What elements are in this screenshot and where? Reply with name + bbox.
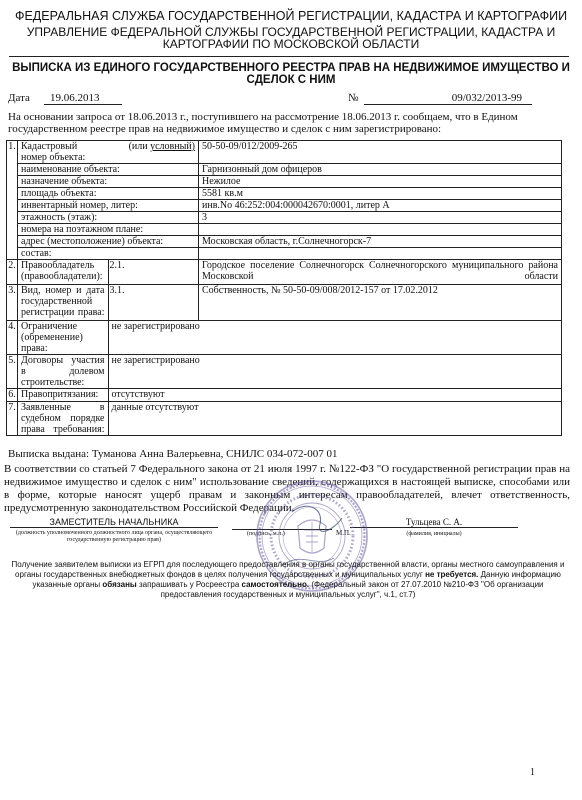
notice-text: Данную информацию указанные органы: [32, 570, 561, 589]
attr-label: этажность (этаж):: [18, 212, 199, 224]
number-label: №: [348, 92, 359, 104]
table-row: [7, 188, 562, 200]
law-notice: В соответствии со статьей 7 Федерального закона от 21 июля 1997 г. №122-ФЗ "О государственной регистрации прав на недвижимое имущество и сделок с ним" использование сведений, содержащихся в настоящей выписке, способами или в форме, которые наносят ущерб правам и законным интересам правообладателей, влечет ответственность, предусмотренную законодательством Российской Федерации.: [4, 463, 570, 514]
notice-bold: обязаны: [102, 580, 137, 589]
attr-label: наименование объекта:: [18, 164, 199, 176]
court-claims-value: данные отсутствуют: [108, 402, 562, 436]
table-row: [7, 164, 562, 176]
row-number: 6.: [8, 389, 16, 400]
encumbrance-value: не зарегистрировано: [108, 321, 562, 355]
table-row: [7, 260, 562, 285]
row-number: 5.: [7, 355, 18, 389]
owner-value: Городское поселение Солнечногорск Солнечногорского муниципального района Московской области: [199, 260, 562, 285]
row-number: 2.: [7, 260, 18, 285]
issued-to: Выписка выдана: Туманова Анна Валерьевна, СНИЛС 034-072-007 01: [8, 448, 338, 460]
attr-label: состав:: [18, 248, 199, 260]
table-row: [7, 285, 562, 321]
table-row: [7, 224, 562, 236]
attr-value: Московская область, г.Солнечногорск-7: [199, 236, 562, 248]
number-value: 09/032/2013-99: [364, 92, 532, 105]
notice-bold: не требуется.: [425, 570, 479, 579]
document-title: ВЫПИСКА ИЗ ЕДИНОГО ГОСУДАРСТВЕННОГО РЕЕСТРА ПРАВ НА НЕДВИЖИМОЕ ИМУЩЕСТВО И СДЕЛОК С НИМ: [12, 62, 570, 86]
row-number: 3.: [7, 285, 18, 321]
owner-label: Правообладатель (правообладатели):: [18, 260, 109, 285]
signer-position: ЗАМЕСТИТЕЛЬ НАЧАЛЬНИКА: [10, 517, 218, 528]
attr-value: инв.No 46:252:004:000042670:0001, литер А: [199, 200, 562, 212]
claims-label: Правопритязания:: [18, 389, 109, 402]
attr-label: назначение объекта:: [18, 176, 199, 188]
notice-text: запрашивать у Росреестра: [138, 580, 240, 589]
signer-name: Тульцева С. А.: [350, 517, 518, 528]
encumbrance-label: Ограничение (обременение) права:: [18, 321, 109, 355]
signer-position-caption: (должность уполномоченного должностного лица органа, осуществляющего государственную регистрацию прав): [15, 530, 213, 543]
page-number: 1: [530, 767, 535, 778]
label-part: (или условный): [128, 141, 195, 152]
notice-text: Получение заявителем выписки из ЕГРП для последующего предоставления в органы государственной власти, органы местного самоуправления и органы государственных внебюджетных фондов в целях получения государственных и муниципальных услуг: [11, 560, 565, 579]
table-row: [7, 141, 562, 164]
date-label: Дата: [8, 92, 30, 104]
registration-value: Собственность, № 50-50-09/008/2012-157 от 17.02.2012: [199, 285, 562, 321]
cadastral-number-label: [18, 141, 199, 164]
registration-label: Вид, номер и дата государственной регистрации права:: [18, 285, 109, 321]
attr-value: Гарнизонный дом офицеров: [199, 164, 562, 176]
registry-table: [6, 140, 562, 436]
shared-construction-label: Договоры участия в долевом строительстве:: [18, 355, 109, 389]
date-value: 19.06.2013: [44, 92, 122, 105]
header-divider: [9, 56, 569, 57]
agency-header: ФЕДЕРАЛЬНАЯ СЛУЖБА ГОСУДАРСТВЕННОЙ РЕГИСТРАЦИИ, КАДАСТРА И КАРТОГРАФИИ: [14, 9, 568, 23]
table-row: [7, 389, 562, 402]
egrp-notice: [8, 560, 568, 600]
attr-value: [199, 224, 562, 236]
attr-value: Нежилое: [199, 176, 562, 188]
shared-construction-value: не зарегистрировано: [108, 355, 562, 389]
notice-bold: самостоятельно.: [241, 580, 310, 589]
row-number: 4.: [7, 321, 18, 355]
row-number: 7.: [7, 402, 18, 436]
attr-label: площадь объекта:: [18, 188, 199, 200]
signature-caption: (подпись, м.п.): [247, 531, 285, 537]
notice-text: (Федеральный закон от 27.07.2010 №210-ФЗ "Об организации предоставления государственных и муниципальных услуг", ч.1, ст.7): [160, 580, 544, 599]
label-part: номер объекта:: [21, 152, 86, 163]
table-row: [7, 176, 562, 188]
sub-number: 2.1.: [108, 260, 199, 285]
sub-number: 3.1.: [108, 285, 199, 321]
signer-name-caption: (фамилия, инициалы): [406, 531, 462, 537]
cadastral-number-value: 50-50-09/012/2009-265: [199, 141, 562, 164]
attr-value: 3: [199, 212, 562, 224]
label-part: Кадастровый: [21, 141, 78, 152]
attr-label: номера на поэтажном плане:: [18, 224, 199, 236]
table-row: [7, 402, 562, 436]
attr-label: адрес (местоположение) объекта:: [18, 236, 199, 248]
claims-value: отсутствуют: [108, 389, 562, 402]
table-row: [7, 212, 562, 224]
row-number: 1.: [7, 141, 18, 260]
request-basis-text: На основании запроса от 18.06.2013 г., поступившего на рассмотрение 18.06.2013 г. сообщаем, что в Едином государственном реестре прав на недвижимое имущество и сделок с ним зарегистрировано:: [8, 111, 518, 135]
court-claims-label: Заявленные в судебном порядке права требования:: [18, 402, 109, 436]
table-row: [7, 200, 562, 212]
attr-label: инвентарный номер, литер:: [18, 200, 199, 212]
table-row: [7, 321, 562, 355]
department-header: УПРАВЛЕНИЕ ФЕДЕРАЛЬНОЙ СЛУЖБЫ ГОСУДАРСТВЕННОЙ РЕГИСТРАЦИИ, КАДАСТРА И КАРТОГРАФИИ ПО МОСКОВСКОЙ ОБЛАСТИ: [26, 25, 556, 51]
table-row: [7, 248, 562, 260]
attr-value: 5581 кв.м: [199, 188, 562, 200]
table-row: [7, 355, 562, 389]
table-row: [7, 236, 562, 248]
attr-value: [199, 248, 562, 260]
seal-place-mark: М.П.: [336, 529, 351, 537]
